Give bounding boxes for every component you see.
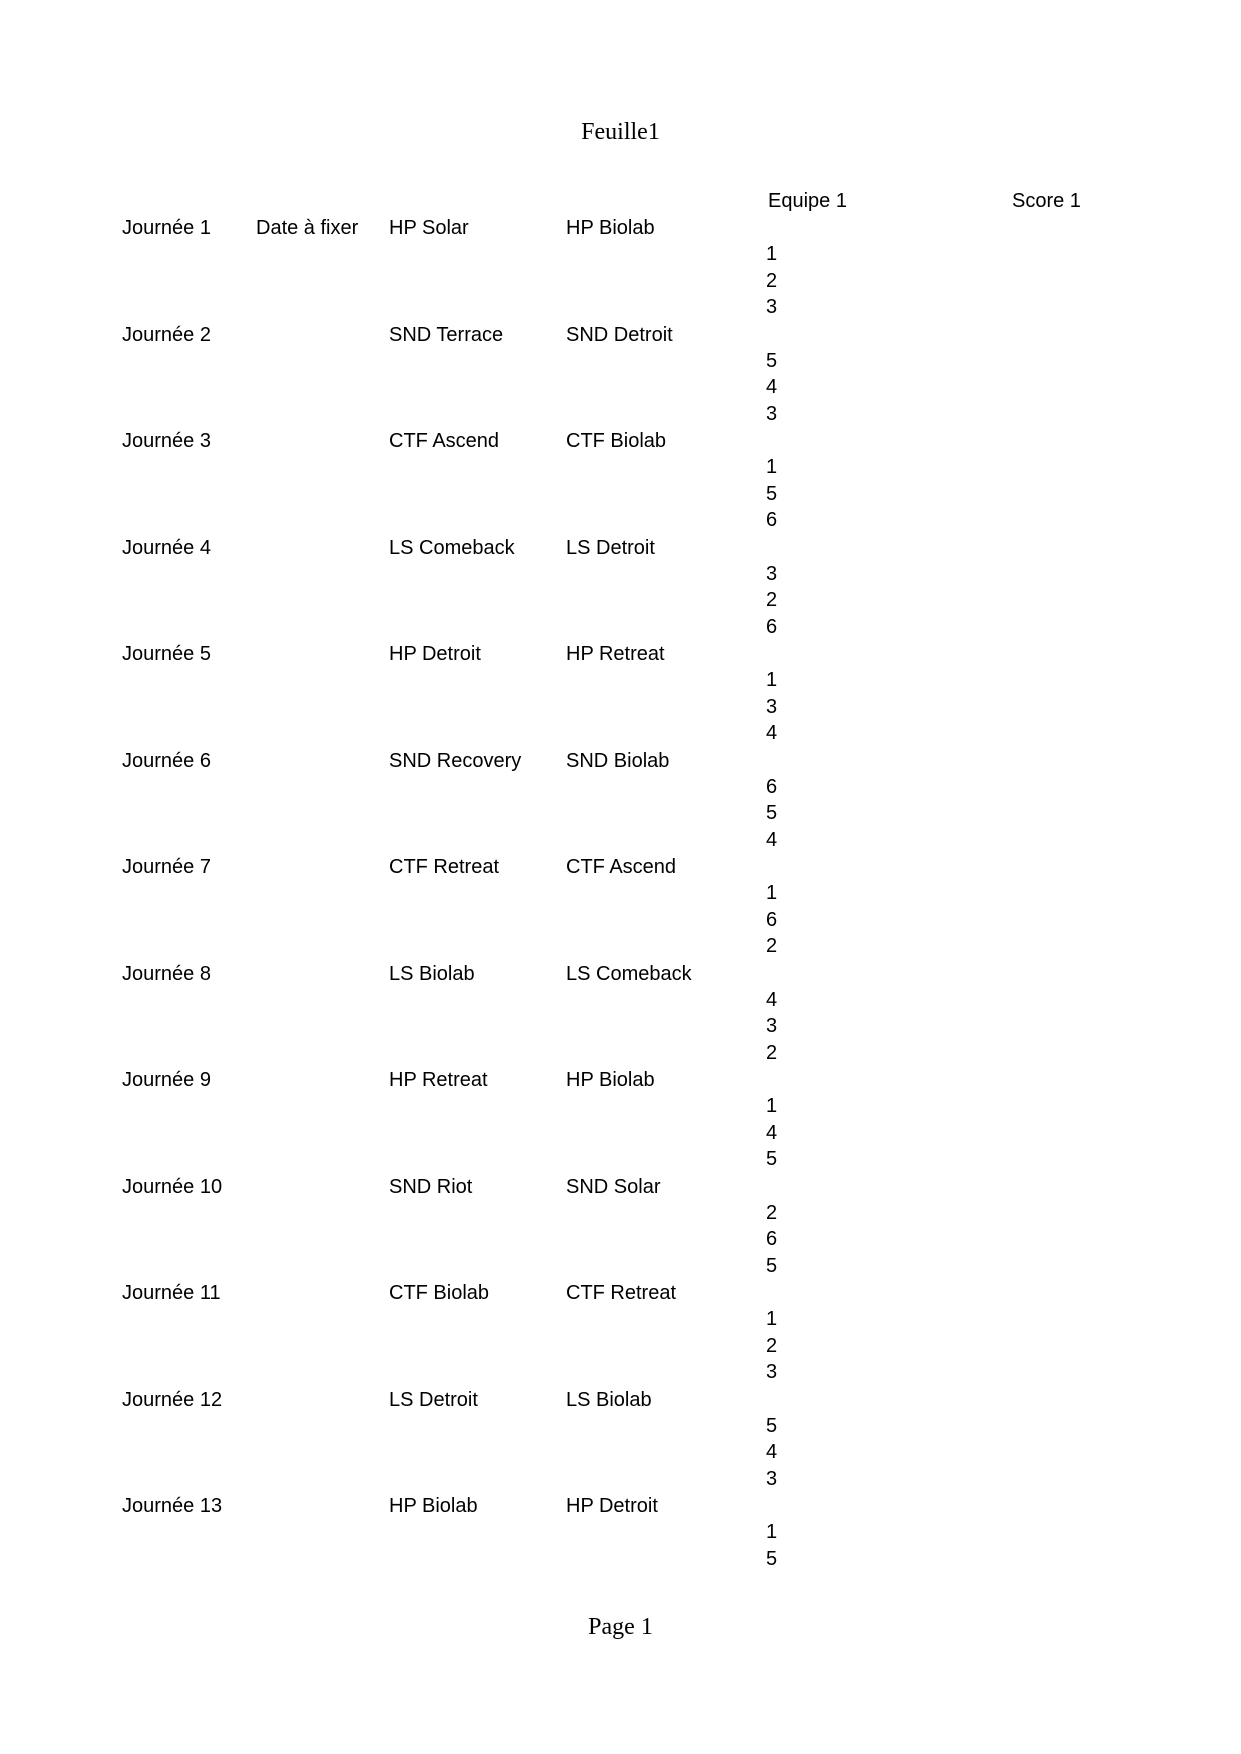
equipe-number: 3 <box>766 1467 778 1490</box>
team-a: CTF Ascend <box>389 430 500 452</box>
day-label: Journée 13 <box>122 1495 223 1517</box>
sheet-title: Feuille1 <box>581 119 660 145</box>
equipe-number: 5 <box>766 349 778 372</box>
day-label: Journée 3 <box>122 430 211 452</box>
equipe-number: 1 <box>766 1095 778 1117</box>
equipe-number: 3 <box>766 1361 778 1383</box>
equipe-number: 3 <box>766 562 778 585</box>
equipe-number: 1 <box>766 669 778 691</box>
day-label: Journée 1 <box>122 217 211 239</box>
team-b: HP Biolab <box>566 1069 655 1091</box>
equipe-number: 5 <box>766 1414 778 1437</box>
equipe-number: 1 <box>766 456 778 478</box>
team-b: SND Biolab <box>566 749 670 772</box>
team-a: LS Comeback <box>389 536 515 559</box>
equipe-number: 4 <box>766 988 778 1011</box>
equipe-number: 1 <box>766 882 778 904</box>
day-label: Journée 2 <box>122 323 211 346</box>
date-cell: Date à fixer <box>256 217 359 239</box>
equipe-number: 3 <box>766 296 778 318</box>
equipe-number: 5 <box>766 482 778 505</box>
day-label: Journée 12 <box>122 1388 223 1411</box>
team-a: HP Detroit <box>389 643 481 665</box>
equipe-number: 2 <box>766 269 778 292</box>
team-a: CTF Biolab <box>389 1282 490 1304</box>
equipe-number: 6 <box>766 615 778 638</box>
equipe-number: 5 <box>766 1547 778 1570</box>
equipe-number: 3 <box>766 695 778 718</box>
day-label: Journée 5 <box>122 643 211 665</box>
day-label: Journée 8 <box>122 962 211 985</box>
day-label: Journée 11 <box>122 1282 221 1304</box>
team-b: SND Detroit <box>566 323 673 346</box>
team-b: HP Biolab <box>566 217 655 239</box>
team-b: LS Comeback <box>566 962 692 985</box>
team-a: CTF Retreat <box>389 856 500 878</box>
equipe-number: 5 <box>766 1148 778 1170</box>
equipe-number: 4 <box>766 722 778 744</box>
team-a: SND Riot <box>389 1175 473 1198</box>
team-b: CTF Ascend <box>566 856 677 878</box>
equipe-number: 6 <box>766 1228 778 1250</box>
equipe-number: 1 <box>766 243 778 265</box>
team-a: SND Terrace <box>389 323 504 346</box>
team-a: SND Recovery <box>389 749 522 772</box>
team-b: LS Biolab <box>566 1388 652 1411</box>
team-b: LS Detroit <box>566 536 655 559</box>
equipe-number: 2 <box>766 1334 778 1357</box>
team-a: LS Biolab <box>389 962 475 985</box>
team-a: LS Detroit <box>389 1388 478 1411</box>
equipe-number: 6 <box>766 908 778 931</box>
equipe-number: 6 <box>766 775 778 798</box>
equipe-number: 6 <box>766 509 778 531</box>
equipe-number: 2 <box>766 935 778 957</box>
equipe-number: 4 <box>766 1441 778 1463</box>
page-footer: Page 1 <box>588 1614 653 1640</box>
equipe-number: 3 <box>766 402 778 425</box>
equipe-number: 2 <box>766 589 778 611</box>
equipe-number: 4 <box>766 828 778 851</box>
equipe-number: 4 <box>766 376 778 398</box>
team-a: HP Solar <box>389 217 469 239</box>
team-b: CTF Retreat <box>566 1282 677 1304</box>
equipe-number: 2 <box>766 1041 778 1064</box>
team-b: SND Solar <box>566 1175 661 1198</box>
equipe-number: 2 <box>766 1201 778 1224</box>
column-header-score: Score 1 <box>1012 190 1081 212</box>
day-label: Journée 10 <box>122 1175 223 1198</box>
day-label: Journée 7 <box>122 856 211 878</box>
team-a: HP Biolab <box>389 1495 478 1517</box>
day-label: Journée 6 <box>122 749 211 772</box>
equipe-number: 1 <box>766 1308 778 1330</box>
column-header-equipe: Equipe 1 <box>768 190 847 212</box>
day-label: Journée 4 <box>122 536 211 559</box>
day-label: Journée 9 <box>122 1069 211 1091</box>
team-b: CTF Biolab <box>566 430 667 452</box>
team-b: HP Retreat <box>566 643 665 665</box>
equipe-number: 3 <box>766 1015 778 1037</box>
equipe-number: 4 <box>766 1121 778 1144</box>
team-a: HP Retreat <box>389 1069 488 1091</box>
team-b: HP Detroit <box>566 1495 658 1517</box>
equipe-number: 5 <box>766 802 778 824</box>
equipe-number: 5 <box>766 1254 778 1277</box>
equipe-number: 1 <box>766 1521 778 1543</box>
